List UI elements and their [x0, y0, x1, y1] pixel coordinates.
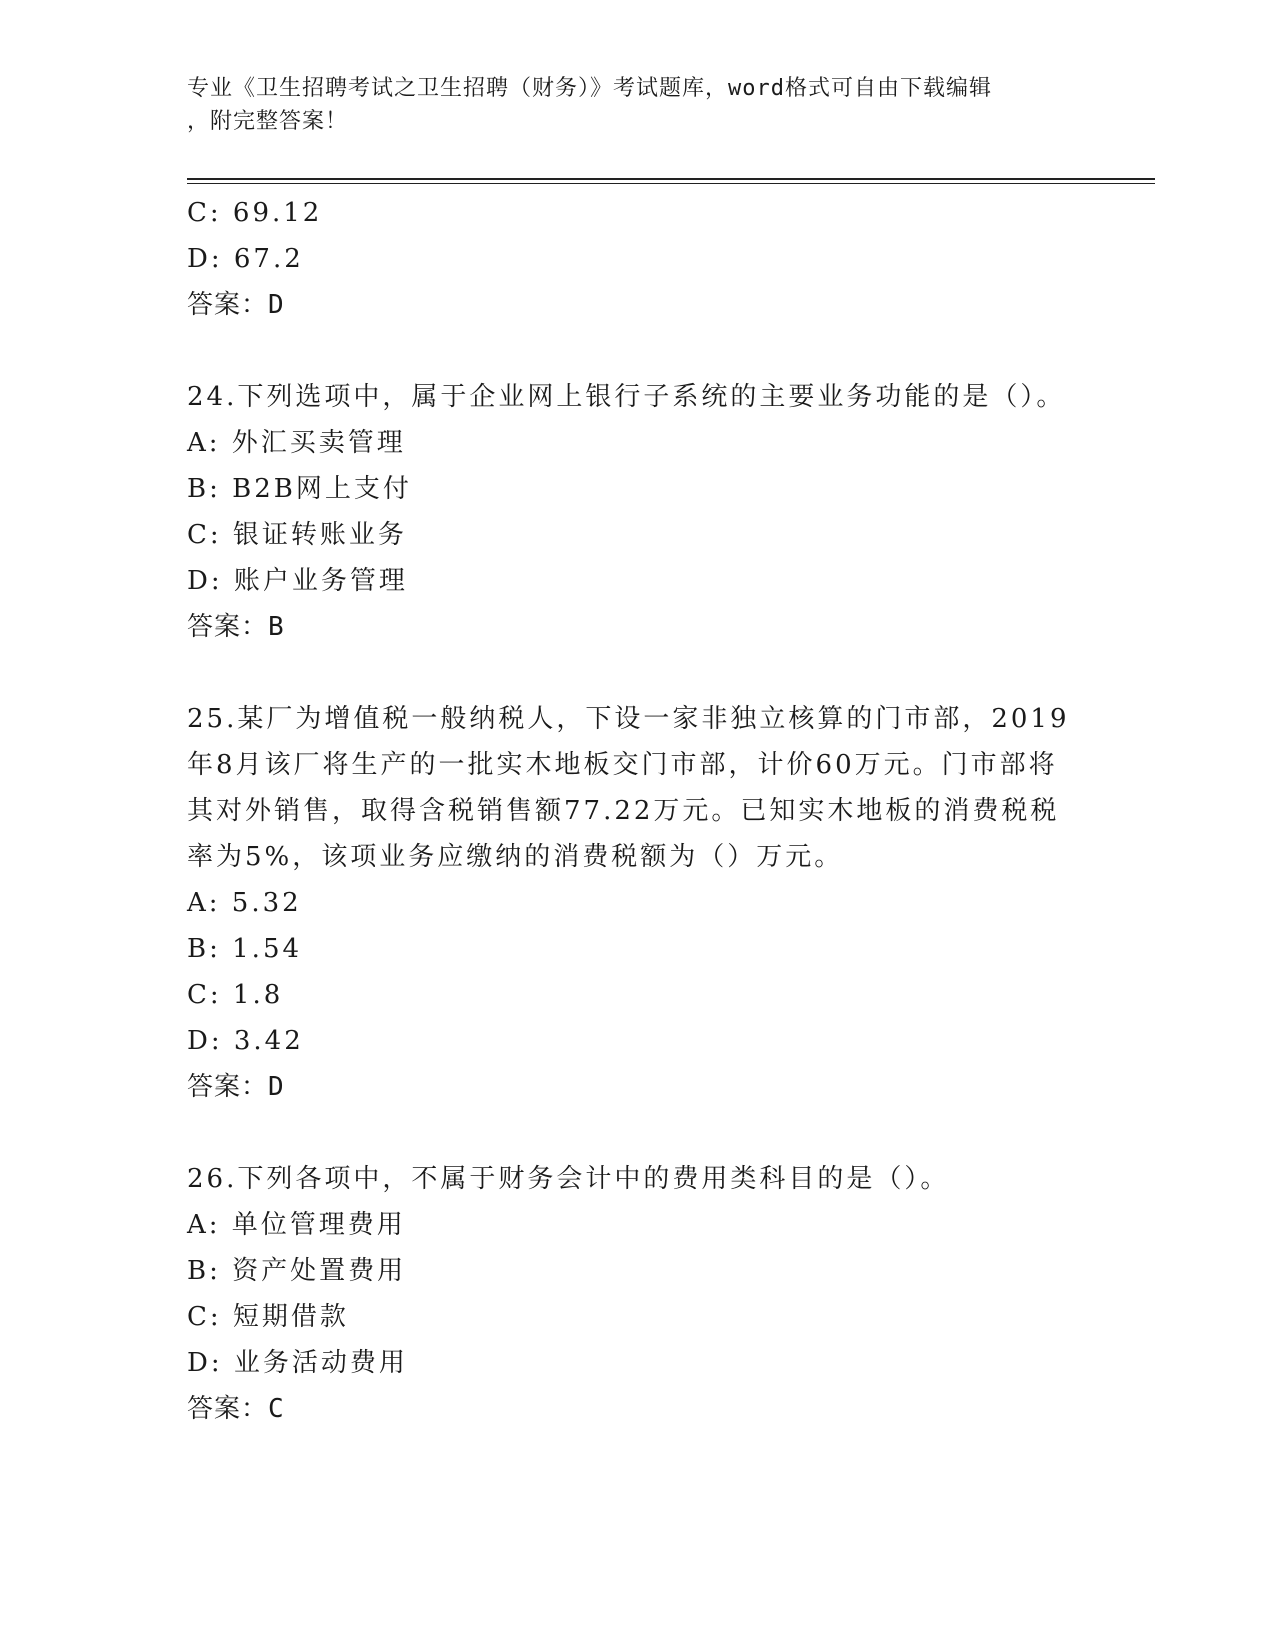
prev-answer: 答案：D	[187, 290, 285, 320]
q24-stem: 24.下列选项中，属于企业网上银行子系统的主要业务功能的是（）。	[187, 382, 1066, 412]
q25-stem-line-4: 率为5%，该项业务应缴纳的消费税额为（）万元。	[187, 842, 844, 872]
q24-option-a: A: 外汇买卖管理	[187, 428, 406, 458]
header-line-1: 专业《卫生招聘考试之卫生招聘（财务）》考试题库，word格式可自由下载编辑	[187, 76, 992, 101]
prev-option-c: C: 69.12	[187, 198, 323, 228]
q25-option-b: B: 1.54	[187, 934, 303, 964]
q24-option-c: C: 银证转账业务	[187, 520, 407, 550]
q24-answer: 答案：B	[187, 612, 285, 642]
q26-option-d: D: 业务活动费用	[187, 1348, 408, 1378]
q26-stem: 26.下列各项中，不属于财务会计中的费用类科目的是（）。	[187, 1164, 950, 1194]
q25-stem-line-1: 25.某厂为增值税一般纳税人，下设一家非独立核算的门市部，2019	[187, 704, 1070, 734]
spacer	[187, 328, 1087, 374]
header-line-2: ，附完整答案！	[187, 109, 349, 134]
q25-option-d: D: 3.42	[187, 1026, 304, 1056]
q26-answer: 答案：C	[187, 1394, 285, 1424]
q26-option-a: A: 单位管理费用	[187, 1210, 406, 1240]
document-header	[187, 72, 1087, 138]
q24-option-b: B: B2B网上支付	[187, 474, 412, 504]
q25-stem-line-2: 年8月该厂将生产的一批实木地板交门市部，计价60万元。门市部将	[187, 750, 1058, 780]
q26-option-c: C: 短期借款	[187, 1302, 349, 1332]
question-content	[187, 190, 1087, 1432]
prev-option-d: D: 67.2	[187, 244, 304, 274]
q24-option-d: D: 账户业务管理	[187, 566, 408, 596]
spacer	[187, 650, 1087, 696]
q25-stem-line-3: 其对外销售，取得含税销售额77.22万元。已知实木地板的消费税税	[187, 796, 1060, 826]
spacer	[187, 1110, 1087, 1156]
header-rule-thick	[187, 178, 1155, 180]
q25-answer: 答案：D	[187, 1072, 285, 1102]
header-rule-thin	[187, 183, 1155, 184]
q26-option-b: B: 资产处置费用	[187, 1256, 407, 1286]
q25-option-c: C: 1.8	[187, 980, 284, 1010]
q25-option-a: A: 5.32	[187, 888, 302, 918]
